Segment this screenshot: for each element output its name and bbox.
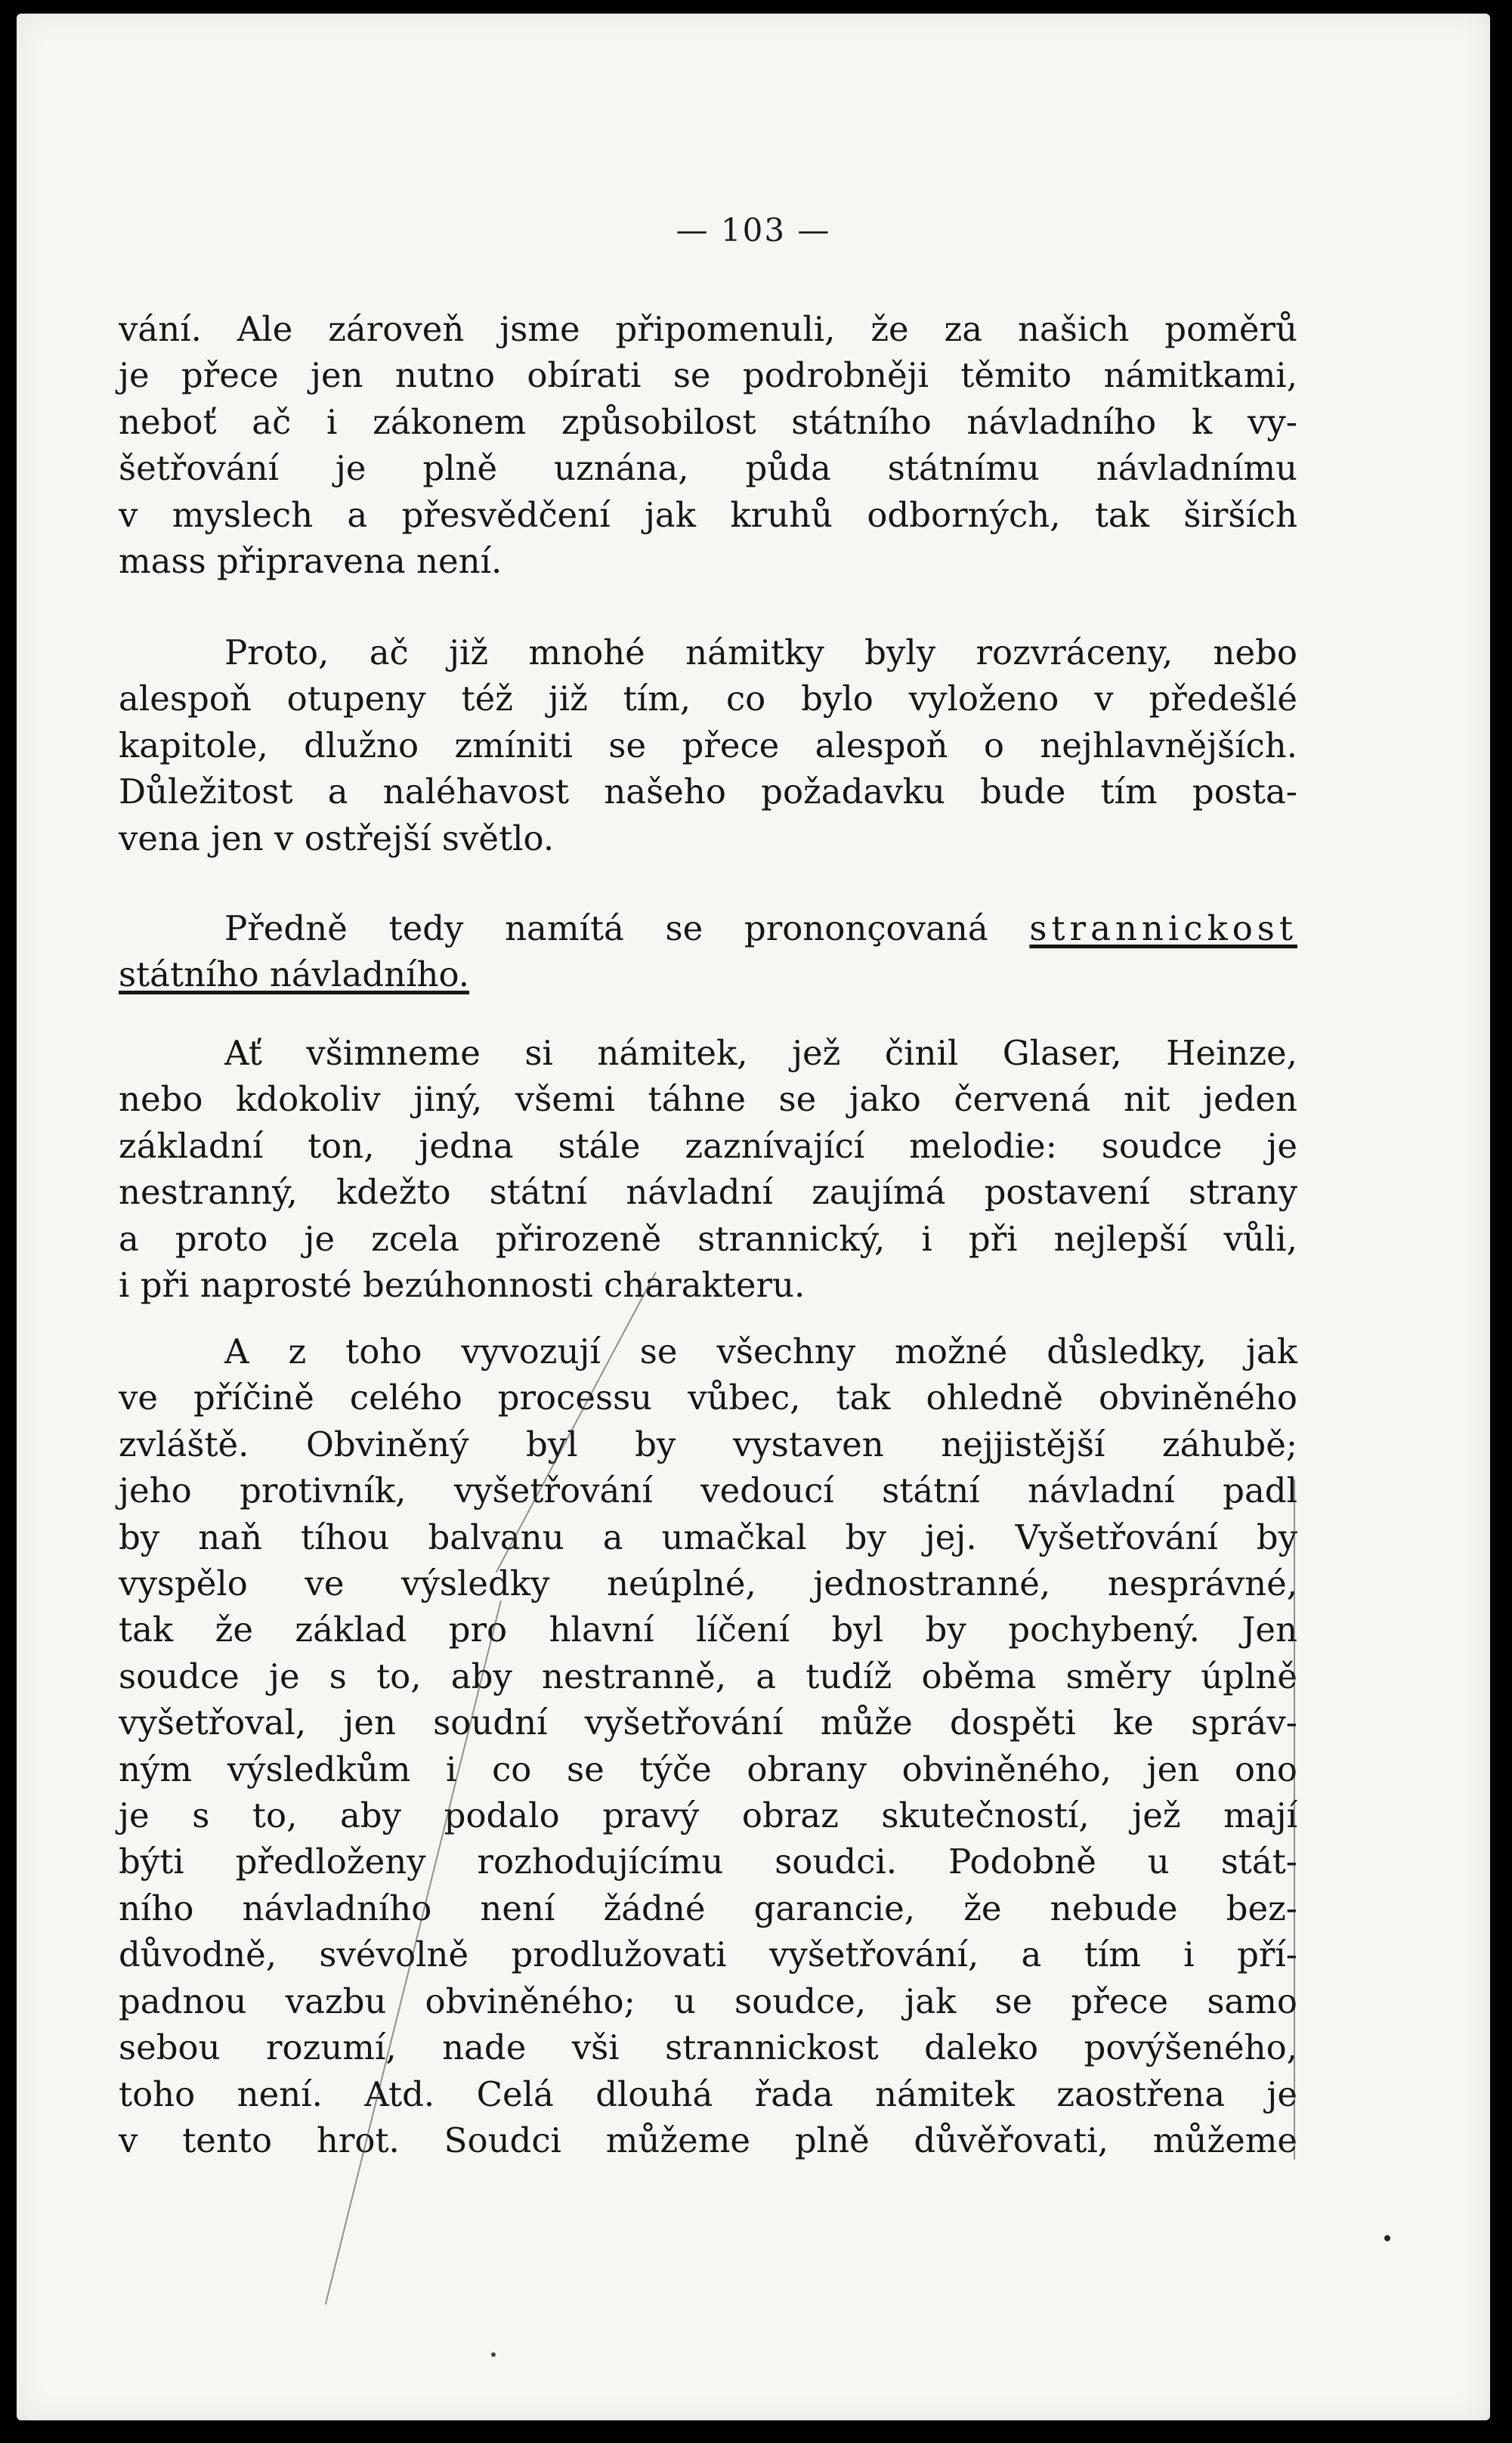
text-line: toho není. Atd. Celá dlouhá řada námitek zaostřena je <box>119 2073 1297 2114</box>
text-line: nestranný, kdežto státní návladní zaujímá postavení strany <box>119 1172 1297 1213</box>
text-line: tak že základ pro hlavní líčení byl by pochybený. Jen <box>119 1610 1297 1650</box>
text-line: ního návladního není žádné garancie, že nebude bez- <box>119 1888 1297 1928</box>
text-line: základní ton, jedna stále zaznívající melodie: soudce je <box>119 1125 1297 1166</box>
ink-dot <box>491 2352 496 2357</box>
text-line: by naň tíhou balvanu a umačkal by jej. Vyšetřování by <box>119 1517 1297 1557</box>
text-line: ve příčině celého processu vůbec, tak ohledně obviněného <box>119 1378 1297 1418</box>
text-line <box>119 951 1297 997</box>
text-line: ným výsledkům i co se týče obrany obviněného, jen ono <box>119 1749 1297 1789</box>
pencil-stroke <box>1294 1480 1295 2160</box>
text-line: šetřování je plně uznána, půda státnímu návladnímu <box>119 448 1297 489</box>
emphasized-term: strannickost <box>1029 908 1297 948</box>
book-page <box>17 14 1490 2420</box>
text-line: je s to, aby podalo pravý obraz skutečností, jež mají <box>119 1795 1297 1836</box>
text-line: padnou vazbu obviněného; u soudce, jak se přece samo <box>119 1981 1297 2021</box>
text-line: neboť ač i zákonem způsobilost státního návladního k vy- <box>119 401 1297 442</box>
text-line: vena jen v ostřejší světlo. <box>119 818 555 858</box>
text-line <box>119 905 1297 951</box>
ink-dot <box>1384 2235 1390 2241</box>
text-line: nebo kdokoliv jiný, všemi táhne se jako červená nit jeden <box>119 1079 1297 1120</box>
paragraph-5 <box>119 1328 1297 2163</box>
text-line: i při naprosté bezúhonnosti charakteru. <box>119 1265 805 1306</box>
text-line: zvláště. Obviněný byl by vystaven nejjistější záhubě; <box>119 1424 1297 1464</box>
text-line: a proto je zcela přirozeně strannický, i při nejlepší vůli, <box>119 1218 1297 1259</box>
text-line: Důležitost a naléhavost našeho požadavku bude tím posta- <box>119 772 1297 812</box>
text-line: vání. Ale zároveň jsme připomenuli, že za našich poměrů <box>119 309 1297 349</box>
text-line: soudce je s to, aby nestranně, a tudíž oběma směry úplně <box>119 1656 1297 1696</box>
paragraph-2 <box>119 629 1297 861</box>
text-line: býti předloženy rozhodujícímu soudci. Podobně u stát- <box>119 1842 1297 1882</box>
text-line: v myslech a přesvědčení jak kruhů odborných, tak širších <box>119 494 1297 535</box>
text-line: v tento hrot. Soudci můžeme plně důvěřovati, můžeme <box>119 2120 1297 2160</box>
text-line: kapitole, dlužno zmíniti se přece alespoň o nejhlavnějších. <box>119 725 1297 765</box>
text-line: je přece jen nutno obírati se podrobněji těmito námitkami, <box>119 355 1297 396</box>
paragraph-4 <box>119 1030 1297 1308</box>
text-line: vyspělo ve výsledky neúplné, jednostranné, nesprávné, <box>119 1563 1297 1604</box>
text-line: A z toho vyvozují se všechny možné důsledky, jak <box>224 1331 1297 1371</box>
text-lead: Předně tedy namítá se prononçovaná <box>224 908 988 948</box>
underlined-phrase: státního návladního. <box>119 954 470 995</box>
text-line: Ať všimneme si námitek, jež činil Glaser, Heinze, <box>224 1033 1297 1073</box>
text-line: alespoň otupeny též již tím, co bylo vyloženo v předešlé <box>119 679 1297 719</box>
paragraph-3 <box>119 905 1297 998</box>
text-line: sebou rozumí, nade vši strannickost daleko povýšeného, <box>119 2027 1297 2068</box>
paragraph-1 <box>119 306 1297 584</box>
text-line: jeho protivník, vyšetřování vedoucí státní návladní padl <box>119 1470 1297 1511</box>
text-line: mass připravena není. <box>119 541 502 582</box>
text-line: důvodně, svévolně prodlužovati vyšetřování, a tím i pří- <box>119 1934 1297 1975</box>
page-number: — 103 — <box>676 212 831 249</box>
text-line: Proto, ač již mnohé námitky byly rozvráceny, nebo <box>224 632 1297 673</box>
text-line: vyšetřoval, jen soudní vyšetřování může dospěti ke správ- <box>119 1702 1297 1743</box>
